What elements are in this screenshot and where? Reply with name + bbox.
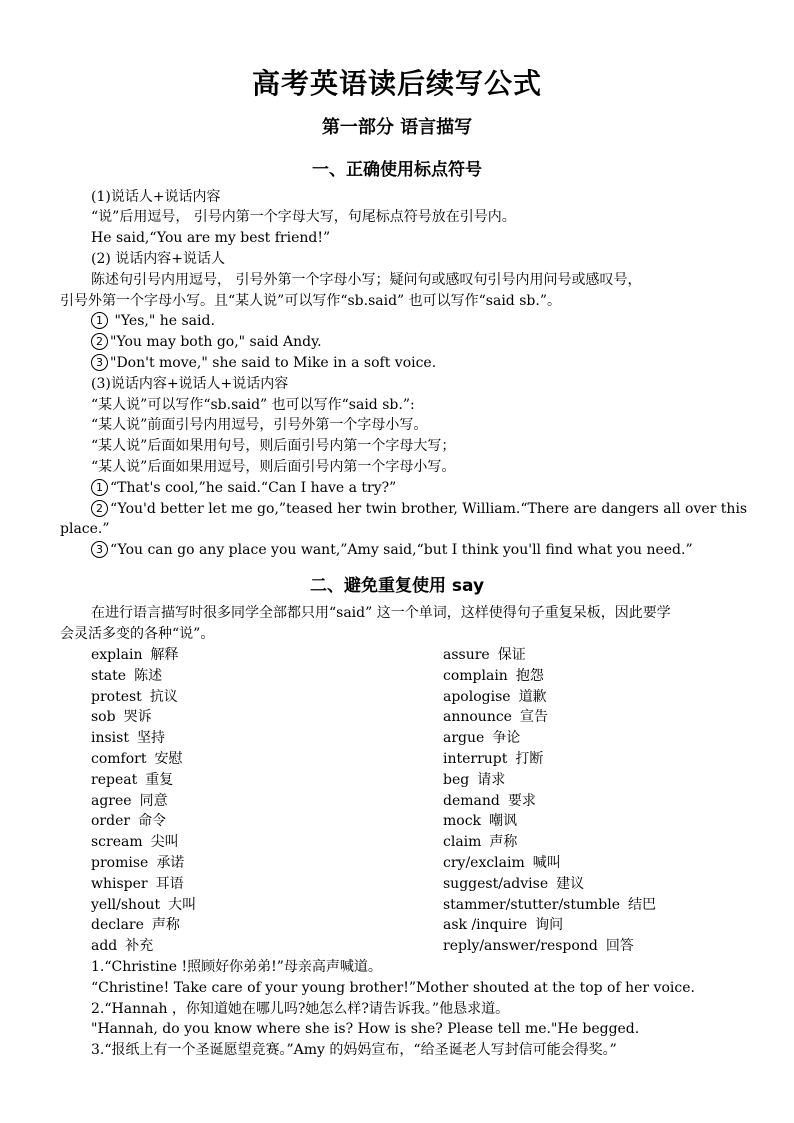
vocab-chinese: 请求 <box>477 771 506 788</box>
vocab-chinese: 声称 <box>151 917 180 934</box>
rule1-desc: “说”后用逗号， 引号内第一个字母大写，句尾标点符号放在引号内。 <box>91 209 516 225</box>
vocab-chinese: 回答 <box>605 938 634 955</box>
rule2-desc-line2: 引号外第一个字母小写。且“某人说”可以写作“sb.said” 也可以写作“said sb.”。 <box>60 293 561 309</box>
example-text: "You may both go," said Andy. <box>110 334 322 350</box>
rule3-example-1 <box>91 478 396 498</box>
vocab-right-item <box>443 935 634 955</box>
vocab-chinese: 抗议 <box>149 688 178 705</box>
rule3-desc-1: “某人说”可以写作“sb.said” 也可以写作“said sb.”: <box>91 397 415 413</box>
vocab-chinese: 耳语 <box>155 875 184 892</box>
example-text: “You'd better let me go,”teased her twin brother, William.“There are dangers all over this <box>110 501 748 517</box>
vocab-chinese: 承诺 <box>156 855 185 871</box>
vocab-chinese: 打断 <box>515 751 544 767</box>
vocab-right-item <box>443 686 547 706</box>
vocab-english: comfort <box>91 751 147 767</box>
vocab-english: state <box>91 667 127 684</box>
vocab-chinese: 解释 <box>150 647 179 663</box>
vocab-chinese: 保证 <box>497 647 526 663</box>
vocab-left-item <box>91 790 168 810</box>
example2-en: "Hannah, do you know where she is? How is she? Please tell me."He begged. <box>91 1021 640 1037</box>
vocab-chinese: 道歉 <box>518 688 547 705</box>
vocab-left-item <box>91 810 166 830</box>
rule3-title: (3)说话内容+说话人+说话内容 <box>91 376 289 392</box>
vocab-english: insist <box>91 730 129 747</box>
vocab-chinese: 陈述 <box>134 667 163 684</box>
vocab-english: protest <box>91 688 142 705</box>
vocab-right-item <box>443 790 536 810</box>
vocab-english: beg <box>443 771 470 788</box>
page-title: 高考英语读后续写公式 <box>251 67 542 100</box>
vocab-english: argue <box>443 730 485 747</box>
rule2-desc-line1: 陈述句引号内用逗号， 引号外第一个字母小写；疑问句或感叹句引号内用问号或感叹号， <box>91 272 642 288</box>
vocab-left-item <box>91 686 178 706</box>
vocab-english: reply/answer/respond <box>443 938 598 955</box>
vocab-right-item <box>443 769 505 789</box>
vocab-left-item <box>91 873 184 893</box>
vocab-english: stammer/stutter/stumble <box>443 896 621 913</box>
vocab-english: declare <box>91 917 144 934</box>
vocab-chinese: 宣告 <box>519 709 548 726</box>
vocab-right-item <box>443 748 543 768</box>
vocab-english: claim <box>443 834 482 851</box>
vocab-english: scream <box>91 834 143 851</box>
vocab-chinese: 争论 <box>492 730 521 747</box>
vocab-chinese: 声称 <box>489 834 518 851</box>
vocab-chinese: 坚持 <box>136 730 165 747</box>
vocab-english: add <box>91 938 118 955</box>
vocab-chinese: 喊叫 <box>532 855 561 871</box>
vocab-english: demand <box>443 792 500 809</box>
vocab-chinese: 重复 <box>145 771 174 788</box>
rule2-example-1 <box>91 311 215 331</box>
vocab-english: promise <box>91 855 149 871</box>
rule3-desc-2: “某人说”前面引号内用逗号，引号外第一个字母小写。 <box>91 417 428 433</box>
vocab-left-item <box>91 665 162 685</box>
vocab-left-item <box>91 852 184 872</box>
vocab-chinese: 哭诉 <box>123 709 152 726</box>
vocab-chinese: 嘲讽 <box>489 813 518 830</box>
vocab-english: order <box>91 813 131 830</box>
example-text: “You can go any place you want,”Amy said,“but I think you'll find what you need.” <box>110 542 693 558</box>
vocab-english: mock <box>443 813 482 830</box>
vocab-left-item <box>91 748 182 768</box>
vocab-left-item <box>91 644 178 664</box>
circled-number: 3 <box>91 541 108 558</box>
section1-heading: 一、正确使用标点符号 <box>312 160 482 180</box>
vocab-chinese: 结巴 <box>628 896 657 913</box>
vocab-english: suggest/advise <box>443 875 549 892</box>
vocab-chinese: 同意 <box>139 792 168 809</box>
vocab-right-item <box>443 810 517 830</box>
example-text: "Don't move," she said to Mike in a soft voice. <box>110 355 437 371</box>
vocab-english: announce <box>443 709 512 726</box>
rule1-title: (1)说话人+说话内容 <box>91 189 221 205</box>
section2-intro-line2: 会灵活多变的各种“说”。 <box>60 626 215 642</box>
circled-number: 2 <box>91 500 108 517</box>
rule3-example-2 <box>91 499 747 519</box>
circled-number: 1 <box>91 479 108 496</box>
rule3-example-2-cont: place.” <box>60 521 110 537</box>
example3-zh: 3.“报纸上有一个圣诞愿望竞赛。”Amy 的妈妈宣布，“给圣诞老人写封信可能会得奖。” <box>91 1042 617 1058</box>
vocab-left-item <box>91 727 165 747</box>
vocab-right-item <box>443 727 520 747</box>
example1-en: “Christine! Take care of your young brother!”Mother shouted at the top of her voice. <box>91 980 695 996</box>
vocab-english: yell/shout <box>91 896 161 913</box>
vocab-right-item <box>443 665 544 685</box>
vocab-right-item <box>443 894 656 914</box>
rule2-title: (2) 说话内容+说话人 <box>91 251 226 267</box>
example-text: "Yes," he said. <box>110 313 215 329</box>
vocab-chinese: 补充 <box>125 938 154 955</box>
vocab-english: interrupt <box>443 751 508 767</box>
vocab-left-item <box>91 831 179 851</box>
example1-zh: 1.“Christine !照顾好你弟弟!”母亲高声喊道。 <box>91 959 382 975</box>
vocab-left-item <box>91 914 180 934</box>
vocab-english: whisper <box>91 875 148 892</box>
vocab-english: apologise <box>443 688 511 705</box>
vocab-right-item <box>443 914 563 934</box>
vocab-chinese: 抱怨 <box>515 667 544 684</box>
vocab-chinese: 建议 <box>556 875 585 892</box>
vocab-right-item <box>443 644 526 664</box>
vocab-english: assure <box>443 647 490 663</box>
vocab-right-item <box>443 852 561 872</box>
vocab-english: cry/exclaim <box>443 855 525 871</box>
vocab-chinese: 询问 <box>535 917 564 934</box>
circled-number: 2 <box>91 333 108 350</box>
example-text: “That's cool,”he said.“Can I have a try?” <box>110 480 397 496</box>
vocab-english: agree <box>91 792 132 809</box>
rule1-example: He said,“You are my best friend!” <box>91 230 331 246</box>
rule2-example-2 <box>91 332 322 352</box>
vocab-chinese: 尖叫 <box>150 834 179 851</box>
vocab-right-item <box>443 706 548 726</box>
vocab-right-item <box>443 873 584 893</box>
vocab-left-item <box>91 935 153 955</box>
vocab-chinese: 大叫 <box>168 896 197 913</box>
vocab-chinese: 要求 <box>507 792 536 809</box>
vocab-english: explain <box>91 647 143 663</box>
vocab-english: complain <box>443 667 508 684</box>
vocab-left-item <box>91 769 173 789</box>
vocab-left-item <box>91 706 152 726</box>
part-subtitle: 第一部分 语言描写 <box>321 117 473 138</box>
section2-intro-line1: 在进行语言描写时很多同学全部都只用“said” 这一个单词，这样使得句子重复呆板，因此要学 <box>91 605 671 621</box>
vocab-english: ask /inquire <box>443 917 528 934</box>
vocab-chinese: 安慰 <box>154 751 183 767</box>
rule3-desc-4: “某人说”后面如果用逗号，则后面引号内第一个字母小写。 <box>91 459 456 475</box>
vocab-chinese: 命令 <box>138 813 167 830</box>
circled-number: 1 <box>91 312 108 329</box>
vocab-english: sob <box>91 709 116 726</box>
rule3-example-3 <box>91 540 693 560</box>
section2-heading: 二、避免重复使用 say <box>309 576 485 596</box>
vocab-left-item <box>91 894 196 914</box>
rule2-example-3 <box>91 353 436 373</box>
vocab-english: repeat <box>91 771 138 788</box>
example2-zh: 2.“Hannah ，你知道她在哪儿吗?她怎么样?请告诉我。”他恳求道。 <box>91 1001 510 1017</box>
rule3-desc-3: “某人说”后面如果用句号，则后面引号内第一个字母大写； <box>91 438 456 454</box>
vocab-right-item <box>443 831 517 851</box>
circled-number: 3 <box>91 354 108 371</box>
